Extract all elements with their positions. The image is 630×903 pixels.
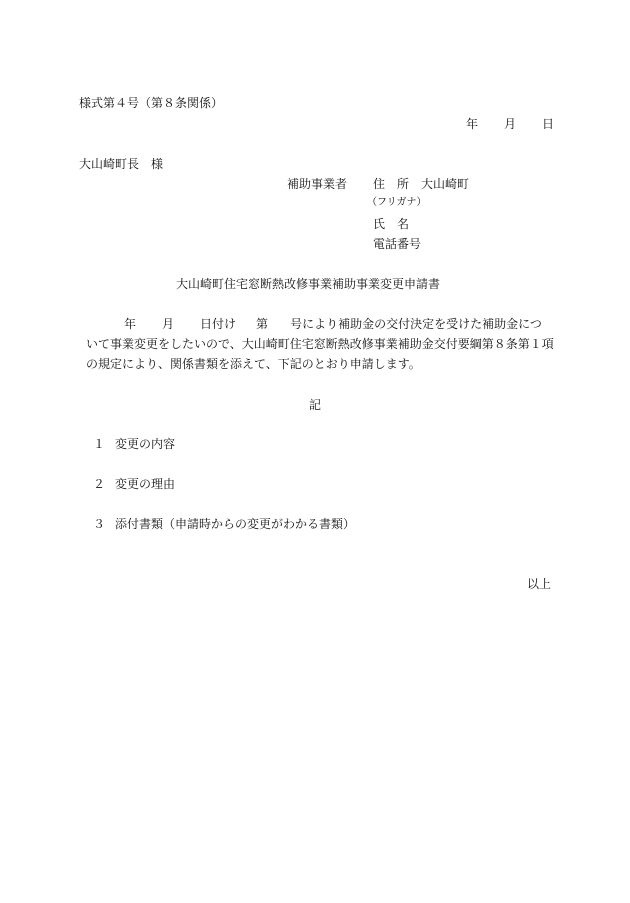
furigana-label: （フリガナ） <box>367 197 427 208</box>
item-number: ２ <box>93 477 106 491</box>
form-number: 様式第４号（第８条関係） <box>79 96 224 110</box>
date-line <box>466 118 554 130</box>
name-label: 氏 名 <box>373 217 410 231</box>
body-dai: 第 <box>256 317 269 331</box>
body-month: 月 <box>162 317 175 331</box>
document-title: 大山崎町住宅窓断熱改修事業補助事業変更申請書 <box>176 277 441 291</box>
list-item <box>93 518 355 530</box>
body-date-attached: 日付け <box>200 317 237 331</box>
list-item <box>93 438 175 450</box>
ki-heading: 記 <box>309 398 322 412</box>
item-text: 変更の理由 <box>115 477 176 491</box>
addressee: 大山崎町長 様 <box>79 157 164 171</box>
address-label: 住 所 <box>373 177 410 191</box>
address-value: 大山崎町 <box>421 177 470 191</box>
date-year-label: 年 <box>466 117 479 131</box>
body-line-2: いて事業変更をしたいので、大山崎町住宅窓断熱改修事業補助金交付要綱第８条第１項 <box>86 337 554 351</box>
body-line1-rest: 号により補助金の交付決定を受けた補助金につ <box>290 317 542 331</box>
list-item <box>93 478 175 490</box>
body-paragraph <box>86 318 556 378</box>
item-number: １ <box>93 437 106 451</box>
closing-text: 以上 <box>527 577 552 591</box>
item-text: 変更の内容 <box>115 437 176 451</box>
body-year: 年 <box>124 317 137 331</box>
body-line-3: の規定により、関係書類を添えて、下記のとおり申請します。 <box>86 357 421 371</box>
date-month-label: 月 <box>504 117 517 131</box>
phone-label: 電話番号 <box>373 237 422 251</box>
applicant-label: 補助事業者 <box>287 177 348 191</box>
date-day-label: 日 <box>542 117 555 131</box>
body-line-1 <box>86 318 556 338</box>
item-number: ３ <box>93 517 106 531</box>
item-text: 添付書類（申請時からの変更がわかる書類） <box>115 517 356 531</box>
